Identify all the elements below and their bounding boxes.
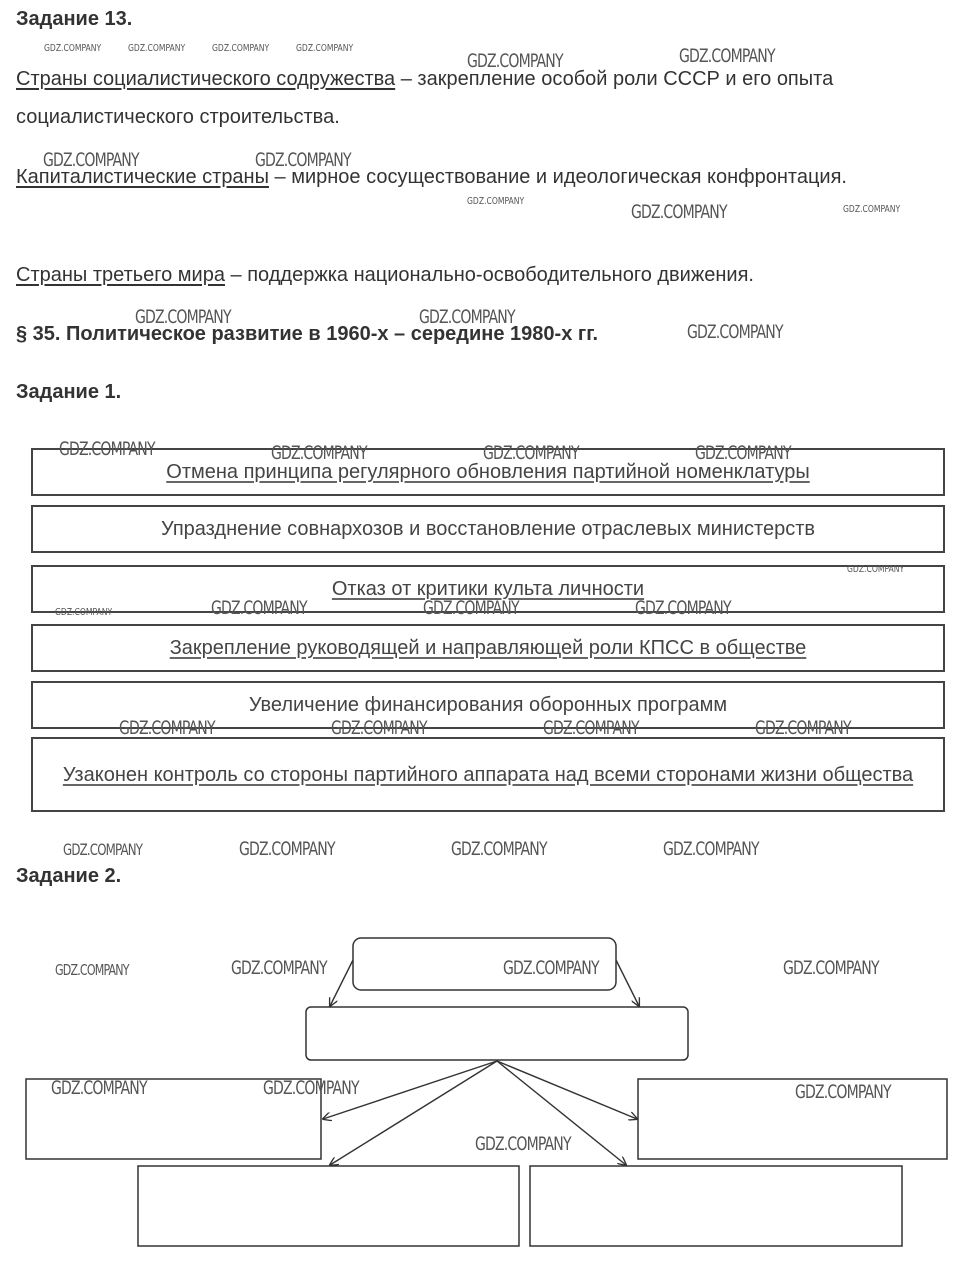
scheme-box-bottom-left (138, 1166, 519, 1246)
watermark: GDZ.COMPANY (635, 597, 731, 619)
watermark: GDZ.COMPANY (843, 204, 901, 215)
watermark: GDZ.COMPANY (119, 717, 215, 739)
watermark: GDZ.COMPANY (755, 717, 851, 739)
task1-box-text: Упразднение совнархозов и восстановление отраслевых министерств (161, 518, 815, 540)
watermark: GDZ.COMPANY (212, 43, 270, 54)
task1-title: Задание 1. (16, 381, 122, 403)
task1-box (31, 505, 945, 553)
watermark: GDZ.COMPANY (43, 149, 139, 171)
watermark: GDZ.COMPANY (211, 597, 307, 619)
task13-item-text: – закрепление особой роли СССР и его опыта социалистического строительства. (16, 68, 834, 128)
watermark: GDZ.COMPANY (55, 961, 129, 979)
watermark: GDZ.COMPANY (59, 438, 155, 460)
watermark: GDZ.COMPANY (467, 50, 563, 72)
watermark: GDZ.COMPANY (51, 1077, 147, 1099)
watermark: GDZ.COMPANY (255, 149, 351, 171)
watermark: GDZ.COMPANY (663, 838, 759, 860)
watermark: GDZ.COMPANY (331, 717, 427, 739)
watermark: GDZ.COMPANY (44, 43, 102, 54)
watermark: GDZ.COMPANY (679, 45, 775, 67)
watermark: GDZ.COMPANY (239, 838, 335, 860)
watermark: GDZ.COMPANY (231, 957, 327, 979)
task13-item-third-world (16, 256, 916, 294)
task1-box-text: Увеличение финансирования оборонных программ (248, 694, 728, 716)
scheme-arrow (616, 960, 639, 1006)
task13-item-text: – мирное сосуществование и идеологическая конфронтация. (268, 166, 847, 188)
task2-title: Задание 2. (16, 865, 122, 887)
scheme-box-right (638, 1079, 947, 1159)
task1-box-text: Отмена принципа регулярного обновления партийной номенклатуры (166, 461, 810, 483)
task1-box (31, 624, 945, 672)
watermark: GDZ.COMPANY (135, 306, 231, 328)
watermark: GDZ.COMPANY (63, 840, 143, 859)
task13-item-term: Страны третьего мира (16, 264, 225, 286)
task1-box-text: Отказ от критики культа личности (331, 578, 645, 600)
scheme-arrow (497, 1061, 637, 1119)
task13-item-socialist (16, 60, 916, 136)
watermark: GDZ.COMPANY (296, 43, 354, 54)
watermark: GDZ.COMPANY (503, 957, 599, 979)
watermark: GDZ.COMPANY (423, 597, 519, 619)
watermark: GDZ.COMPANY (795, 1081, 891, 1103)
watermark: GDZ.COMPANY (687, 321, 783, 343)
task1-box-text: Закрепление руководящей и направляющей роли КПСС в обществе (169, 637, 807, 659)
watermark: GDZ.COMPANY (783, 957, 879, 979)
scheme-box-bottom-right (530, 1166, 902, 1246)
watermark: GDZ.COMPANY (695, 442, 791, 464)
watermark: GDZ.COMPANY (847, 564, 905, 575)
watermark: GDZ.COMPANY (263, 1077, 359, 1099)
watermark: GDZ.COMPANY (483, 442, 579, 464)
watermark: GDZ.COMPANY (419, 306, 515, 328)
task1-box-text: Узаконен контроль со стороны партийного аппарата над всеми сторонами жизни общества (62, 763, 914, 786)
watermark: GDZ.COMPANY (271, 442, 367, 464)
task13-title: Задание 13. (16, 8, 133, 30)
watermark: GDZ.COMPANY (631, 201, 727, 223)
watermark: GDZ.COMPANY (543, 717, 639, 739)
task13-item-capitalist (16, 158, 916, 196)
watermark: GDZ.COMPANY (451, 838, 547, 860)
watermark: GDZ.COMPANY (475, 1133, 571, 1155)
watermark: GDZ.COMPANY (55, 607, 113, 618)
watermark: GDZ.COMPANY (467, 196, 525, 207)
section-title: § 35. Политическое развитие в 1960-х – середине 1980-х гг. (16, 323, 599, 345)
task13-item-term: Страны социалистического содружества (16, 68, 396, 90)
task13-item-term: Капиталистические страны (16, 166, 269, 188)
scheme-arrow (330, 960, 353, 1006)
task13-item-text: – поддержка национально-освободительного движения. (224, 264, 754, 286)
scheme-box-middle (306, 1007, 688, 1060)
watermark: GDZ.COMPANY (128, 43, 186, 54)
task1-box (31, 737, 945, 812)
